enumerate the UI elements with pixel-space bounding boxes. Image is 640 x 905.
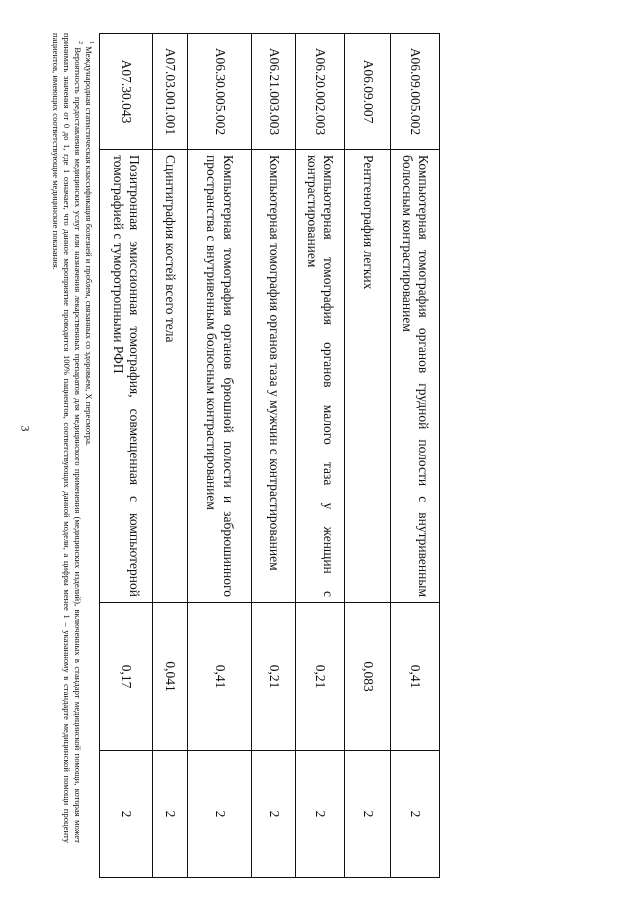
rotated-page-content (51, 33, 440, 873)
table-row (100, 34, 153, 878)
provision-frequency: 0,21 (296, 603, 345, 751)
provision-multiplicity: 2 (188, 751, 252, 878)
medical-services-table (99, 33, 440, 878)
page-number: 3 (18, 425, 33, 432)
provision-multiplicity: 2 (252, 751, 296, 878)
provision-frequency: 0,083 (345, 603, 391, 751)
footnotes (50, 33, 94, 843)
provision-multiplicity: 2 (345, 751, 391, 878)
table-row (345, 34, 391, 878)
provision-multiplicity: 2 (153, 751, 188, 878)
footnote-marker: 1 (87, 41, 94, 44)
footnote-text: Вероятность предоставления медицинских услуг или назначения лекарственных препаратов для медицинского применения (медицинских изделий), включенных в стандарт медицинской помощи, которая может принимать значения от 0 до 1, где 1 означает, что данное мероприятие проводится 100% пациентов, соответствующих данной модели, а цифры менее 1 – указанному в стандарте медицинской помощи проценту пациентов, имеющих соответствующие медицинские показания. (51, 33, 83, 843)
footnote-text: Международная статистическая классификация болезней и проблем, связанных со здоровьем, X пересмотра. (84, 46, 94, 447)
service-code: A06.21.003.003 (252, 34, 296, 150)
provision-frequency: 0,21 (252, 603, 296, 751)
service-name: Рентгенография легких (345, 150, 391, 603)
service-code: A07.03.001.001 (153, 34, 188, 150)
table-row (188, 34, 252, 878)
service-name: Компьютерная томография органов грудной полости с внутривенным болюсным контрастированием (391, 150, 440, 603)
service-name: Позитронная эмиссионная томография, совмещенная с компьютерной томографией с туморотропными РФП (100, 150, 153, 603)
service-code: A06.09.007 (345, 34, 391, 150)
provision-frequency: 0,041 (153, 603, 188, 751)
table-row (252, 34, 296, 878)
provision-frequency: 0,41 (391, 603, 440, 751)
service-code: A06.20.002.003 (296, 34, 345, 150)
provision-multiplicity: 2 (296, 751, 345, 878)
provision-frequency: 0,41 (188, 603, 252, 751)
service-name: Компьютерная томография органов таза у мужчин с контрастированием (252, 150, 296, 603)
service-code: A07.30.043 (100, 34, 153, 150)
table-row (153, 34, 188, 878)
provision-multiplicity: 2 (100, 751, 153, 878)
table-row (391, 34, 440, 878)
service-code: A06.09.005.002 (391, 34, 440, 150)
table-row (296, 34, 345, 878)
footnote-probability (50, 33, 83, 843)
provision-frequency: 0,17 (100, 603, 153, 751)
footnote-icd (83, 33, 94, 843)
footnote-marker: 2 (76, 41, 83, 44)
service-code: A06.30.005.002 (188, 34, 252, 150)
provision-multiplicity: 2 (391, 751, 440, 878)
service-name: Сцинтиграфия костей всего тела (153, 150, 188, 603)
service-name: Компьютерная томография органов малого таза у женщин с контрастированием (296, 150, 345, 603)
service-name: Компьютерная томография органов брюшной полости и забрюшинного пространства с внутривенным болюсным контрастированием (188, 150, 252, 603)
